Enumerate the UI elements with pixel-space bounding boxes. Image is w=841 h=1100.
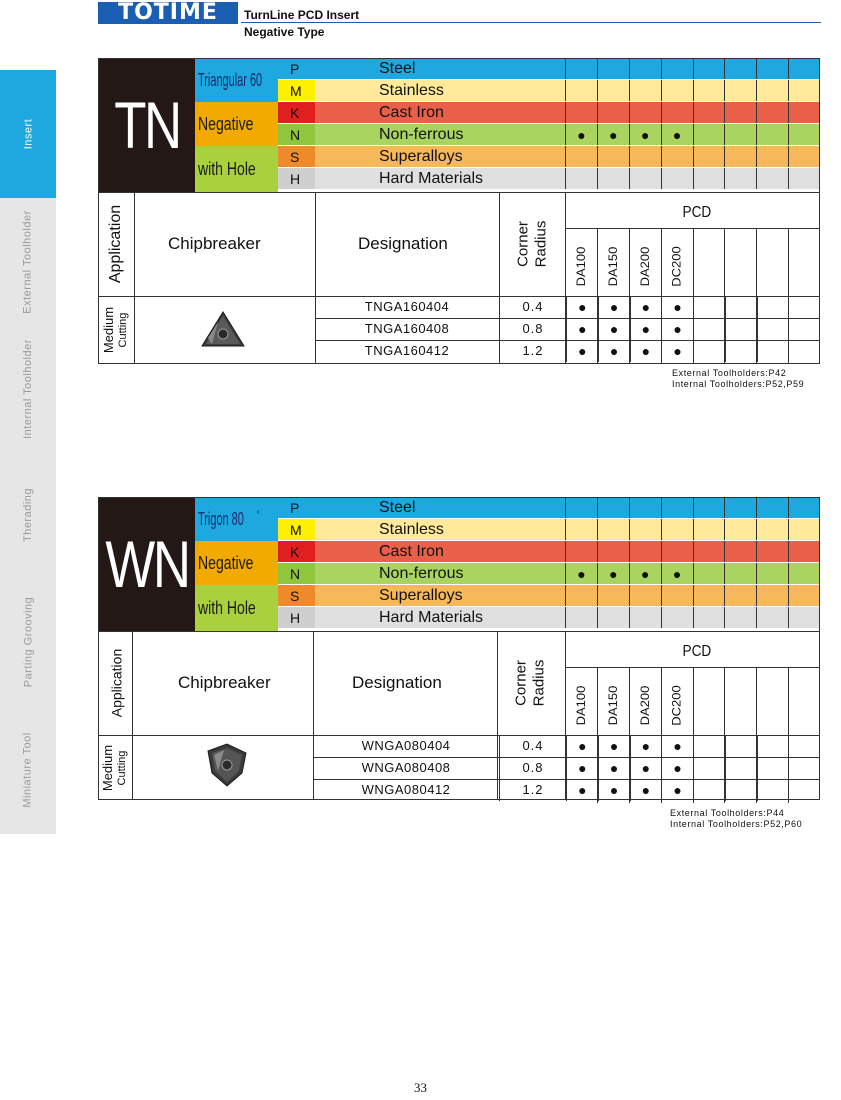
insert-hole: with Hole (195, 146, 278, 192)
grade-availability-cell (788, 340, 820, 362)
grade-availability-cell: ● (661, 296, 693, 318)
grade-availability-cell: ● (661, 318, 693, 340)
sidebar-tab-parting-grooving[interactable] (0, 578, 56, 707)
insert-shape: Triangular 60 (195, 58, 278, 102)
material-letter: P (290, 500, 300, 516)
application-header: Application (107, 204, 124, 284)
designation-cell: TNGA160408 (364, 321, 450, 336)
grade-header: DA200 (637, 246, 652, 287)
insert-hole: with Hole (195, 585, 278, 631)
grade-header: DA100 (574, 246, 588, 287)
sidebar-tab-label: Therading (21, 487, 34, 543)
radius-cell: 0.4 (499, 735, 566, 757)
radius-cell: 0.8 (499, 757, 566, 779)
material-name: Cast Iron (379, 104, 444, 121)
table-row (315, 296, 820, 318)
grade-header (724, 228, 756, 296)
material-grade-cell: ● (565, 124, 597, 145)
grade-availability-cell: ● (598, 735, 630, 757)
pcd-header: PCD (682, 204, 712, 221)
radius-cell: 0.4 (499, 296, 566, 318)
material-name: Non-ferrous (379, 126, 464, 143)
grade-availability-cell: ● (566, 779, 598, 801)
grade-availability-cell (693, 779, 725, 801)
sidebar-tab-insert[interactable] (0, 70, 56, 199)
grade-availability-cell: ● (598, 779, 630, 801)
sidebar-tab-label: Parting Grooving (22, 596, 35, 688)
grade-header: DC200 (669, 246, 684, 287)
page-number: 33 (414, 1080, 427, 1095)
grade-availability-cell: ● (598, 340, 630, 362)
grade-availability-cell: ● (566, 318, 598, 340)
insert-type: Negative (195, 102, 278, 146)
material-name: Superalloys (379, 587, 463, 604)
grade-availability-cell (725, 296, 757, 318)
page-subtitle: Negative Type (244, 25, 325, 39)
grade-header: DA100 (574, 685, 588, 726)
insert-shape: Trigon 80 ° (195, 497, 278, 541)
material-grade-cell: ● (597, 124, 629, 145)
grade-availability-cell: ● (661, 340, 693, 362)
material-grade-cell: ● (629, 563, 661, 584)
insert-table-tn (98, 58, 820, 364)
material-name: Cast Iron (379, 543, 444, 560)
grade-header (788, 667, 820, 735)
grade-availability-cell: ● (630, 340, 662, 362)
grade-availability-cell (693, 340, 725, 362)
sidebar-tab-label: Internal Toolholder (22, 339, 34, 439)
material-grade-cell: ● (661, 124, 693, 145)
sidebar-tab-threading[interactable] (0, 452, 56, 579)
grade-availability-cell (788, 735, 820, 757)
insert-code: TN (98, 58, 195, 192)
grade-availability-cell: ● (661, 779, 693, 801)
grade-availability-cell (757, 757, 789, 779)
grade-availability-cell: ● (566, 735, 598, 757)
grade-availability-cell (693, 318, 725, 340)
grade-availability-cell (757, 779, 789, 801)
grade-availability-cell (693, 735, 725, 757)
grade-availability-cell (757, 318, 789, 340)
grade-availability-cell (788, 318, 820, 340)
grade-header (693, 228, 725, 296)
designation-header: Designation (352, 673, 442, 692)
grade-availability-cell (725, 318, 757, 340)
grade-availability-cell: ● (630, 296, 662, 318)
grade-availability-cell: ● (661, 735, 693, 757)
sidebar-tab-label: Insert (21, 118, 34, 150)
material-letter: K (278, 541, 315, 562)
grade-availability-cell: ● (661, 757, 693, 779)
corner-radius-header: Corner Radius (511, 659, 547, 707)
grade-header (756, 228, 788, 296)
page-title: TurnLine PCD Insert (244, 8, 360, 22)
grade-header: DC200 (669, 685, 684, 726)
grade-availability-cell: ● (630, 757, 662, 779)
grade-availability-cell (693, 757, 725, 779)
grade-availability-cell (725, 757, 757, 779)
chipbreaker-header: Chipbreaker (178, 673, 271, 692)
table-row (315, 340, 820, 362)
radius-cell: 1.2 (499, 340, 566, 362)
material-letter: N (278, 563, 315, 584)
material-name: Steel (379, 60, 416, 77)
chipbreaker-header: Chipbreaker (168, 234, 261, 253)
material-letter: M (278, 80, 315, 101)
material-grade-cell: ● (597, 563, 629, 584)
designation-cell: TNGA160404 (364, 299, 450, 314)
grade-availability-cell: ● (566, 296, 598, 318)
table-row (313, 779, 820, 801)
grade-availability-cell (788, 779, 820, 801)
material-letter: H (278, 168, 315, 189)
insert-code: WN (98, 497, 195, 631)
material-letter: S (278, 146, 315, 167)
toolholder-notes-wn: External Toolholders:P44 Internal Toolholders:P52,P60 (670, 808, 803, 829)
radius-cell: 0.8 (499, 318, 566, 340)
grade-header (756, 667, 788, 735)
table-row (315, 318, 820, 340)
material-name: Non-ferrous (379, 565, 464, 582)
grade-availability-cell (788, 296, 820, 318)
pcd-header: PCD (682, 643, 712, 660)
designation-cell: TNGA160412 (364, 343, 450, 358)
material-name: Steel (379, 499, 416, 516)
grade-availability-cell: ● (630, 735, 662, 757)
material-name: Hard Materials (379, 170, 484, 187)
sidebar-tab-label: External Toolholder (22, 210, 34, 314)
grade-availability-cell (757, 296, 789, 318)
material-letter: N (278, 124, 315, 145)
material-letter: K (278, 102, 315, 123)
material-grade-cell: ● (661, 563, 693, 584)
grade-availability-cell (757, 735, 789, 757)
grade-header (693, 667, 725, 735)
material-grade-cell: ● (629, 124, 661, 145)
table-row (313, 735, 820, 757)
table-row (313, 757, 820, 779)
grade-availability-cell (693, 296, 725, 318)
grade-availability-cell (725, 340, 757, 362)
designation-cell: WNGA080408 (361, 760, 451, 775)
grade-availability-cell (757, 340, 789, 362)
header-rule (241, 22, 821, 23)
sidebar-tab-external-toolholder[interactable] (0, 198, 56, 327)
grade-availability-cell: ● (566, 757, 598, 779)
sidebar-tab-label: Miniature Tool (22, 732, 34, 808)
grade-availability-cell: ● (598, 296, 630, 318)
material-name: Hard Materials (379, 609, 484, 626)
grade-header (788, 228, 820, 296)
grade-availability-cell (788, 757, 820, 779)
material-name: Superalloys (379, 148, 463, 165)
grade-header: DA150 (606, 246, 620, 287)
tn-insert-image (198, 308, 248, 352)
toolholder-notes-tn: External Toolholders:P42 Internal Toolholders:P52,P59 (672, 368, 805, 389)
application-medium-cutting: Medium Cutting (100, 744, 128, 791)
insert-type: Negative (195, 541, 278, 585)
designation-cell: WNGA080404 (361, 738, 451, 753)
grade-availability-cell: ● (630, 779, 662, 801)
grade-availability-cell (725, 735, 757, 757)
wn-insert-image (202, 741, 252, 789)
material-letter: S (278, 585, 315, 606)
corner-radius-header: Corner Radius (513, 220, 549, 268)
designation-header: Designation (358, 234, 448, 253)
grade-header: DA150 (606, 685, 620, 726)
material-grade-cell: ● (565, 563, 597, 584)
designation-cell: WNGA080412 (361, 782, 451, 797)
sidebar-tab-miniature-tool[interactable] (0, 706, 56, 835)
grade-availability-cell (725, 779, 757, 801)
grade-availability-cell: ● (598, 757, 630, 779)
application-header: Application (108, 648, 124, 718)
sidebar-tab-internal-toolholder[interactable] (0, 326, 56, 453)
grade-header (724, 667, 756, 735)
material-letter: M (278, 519, 315, 540)
radius-cell: 1.2 (499, 779, 566, 801)
application-medium-cutting: Medium Cutting (101, 306, 129, 354)
material-name: Stainless (379, 521, 444, 538)
material-name: Stainless (379, 82, 444, 99)
grade-availability-cell: ● (566, 340, 598, 362)
insert-table-wn (98, 497, 820, 800)
material-letter: P (290, 61, 300, 77)
grade-availability-cell: ● (630, 318, 662, 340)
grade-availability-cell: ● (598, 318, 630, 340)
grade-header: DA200 (637, 685, 652, 726)
brand-logo: TOTIME (98, 2, 238, 24)
material-letter: H (278, 607, 315, 628)
